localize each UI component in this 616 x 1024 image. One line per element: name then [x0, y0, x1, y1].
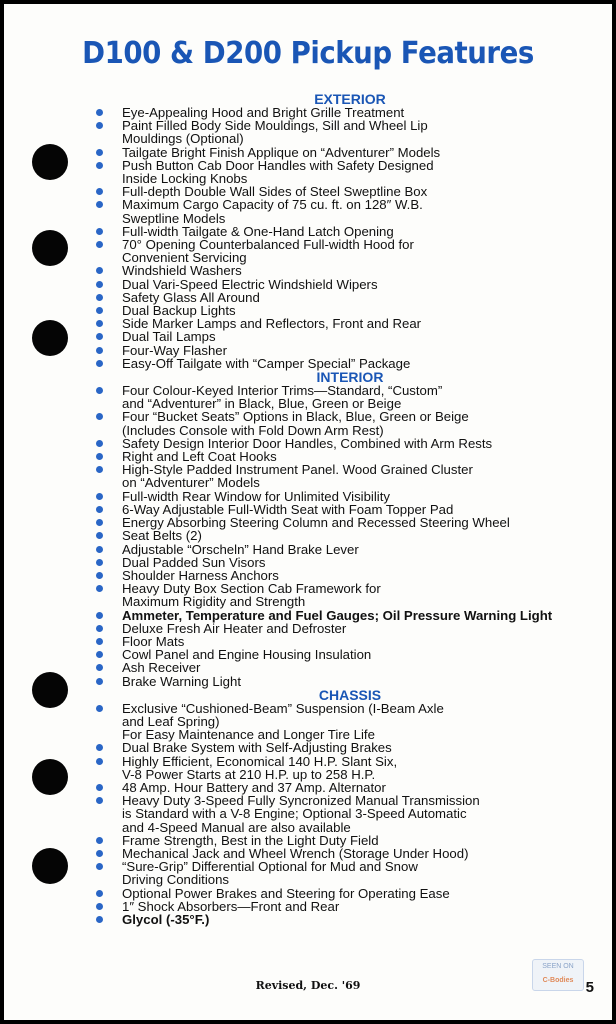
page-number: 5: [585, 979, 594, 996]
bullet-icon: [96, 585, 103, 592]
feature-text: Deluxe Fresh Air Heater and Defroster: [122, 620, 347, 636]
feature-text: Full-width Rear Window for Unlimited Visibility: [122, 488, 390, 504]
feature-text: Highly Efficient, Economical 140 H.P. Slant Six,: [122, 753, 398, 769]
list-item: [96, 330, 576, 343]
binder-hole: [32, 848, 68, 884]
list-item: [96, 582, 576, 608]
feature-text: Dual Brake System with Self-Adjusting Brakes: [122, 740, 392, 756]
bullet-icon: [96, 506, 103, 513]
feature-text: Paint Filled Body Side Mouldings, Sill and Wheel Lip: [122, 118, 428, 134]
feature-text: Mechanical Jack and Wheel Wrench (Storage Under Hood): [122, 845, 469, 861]
feature-text: Floor Mats: [122, 633, 185, 649]
list-item: [96, 834, 576, 847]
list-item: [96, 661, 576, 674]
list-item: [96, 384, 576, 410]
feature-text: Ash Receiver: [122, 660, 201, 676]
feature-text: Glycol (-35°F.): [122, 911, 210, 927]
feature-text: Driving Conditions: [122, 872, 230, 888]
feature-text: Maximum Rigidity and Strength: [122, 594, 306, 610]
bullet-icon: [96, 333, 103, 340]
bullet-icon: [96, 837, 103, 844]
bullet-icon: [96, 784, 103, 791]
feature-text: “Sure-Grip” Differential Optional for Mud and Snow: [122, 859, 418, 875]
feature-text: Dual Tail Lamps: [122, 329, 216, 345]
feature-text: V-8 Power Starts at 210 H.P. up to 258 H.P.: [122, 766, 376, 782]
list-item: [96, 887, 576, 900]
watermark-logo: SEEN ON C-Bodies: [532, 959, 584, 991]
feature-text: Safety Glass All Around: [122, 289, 260, 305]
feature-text: Adjustable “Orscheln” Hand Brake Lever: [122, 541, 359, 557]
list-item: [96, 278, 576, 291]
revision-note: Revised, Dec. '69: [255, 979, 361, 992]
document-page: [4, 4, 612, 1020]
bullet-icon: [96, 162, 103, 169]
bullet-icon: [96, 188, 103, 195]
bullet-icon: [96, 281, 103, 288]
feature-text: Four-Way Flasher: [122, 342, 228, 358]
list-item: [96, 344, 576, 357]
feature-text: Inside Locking Knobs: [122, 171, 248, 187]
feature-text: Energy Absorbing Steering Column and Recessed Steering Wheel: [122, 515, 510, 531]
feature-text: Tailgate Bright Finish Applique on “Adventurer” Models: [122, 144, 441, 160]
list-item: [96, 238, 576, 264]
feature-text: Four “Bucket Seats” Options in Black, Blue, Green or Beige: [122, 409, 469, 425]
feature-text: (Includes Console with Fold Down Arm Rest): [122, 422, 384, 438]
feature-text: Mouldings (Optional): [122, 131, 244, 147]
list-item: [96, 794, 576, 834]
feature-text: is Standard with a V-8 Engine; Optional 3-Speed Automatic: [122, 806, 467, 822]
feature-text: and 4-Speed Manual are also available: [122, 819, 351, 835]
bullet-icon: [96, 201, 103, 208]
feature-text: Sweptline Models: [122, 210, 226, 226]
bullet-icon: [96, 625, 103, 632]
feature-text: Side Marker Lamps and Reflectors, Front and Rear: [122, 316, 422, 332]
feature-text: Push Button Cab Door Handles with Safety Designed: [122, 157, 434, 173]
list-item: [96, 702, 576, 742]
feature-text: Full-depth Double Wall Sides of Steel Sweptline Box: [122, 184, 428, 200]
feature-text: Shoulder Harness Anchors: [122, 567, 279, 583]
bullet-icon: [96, 347, 103, 354]
bullet-icon: [96, 519, 103, 526]
feature-text: and Leaf Spring): [122, 713, 220, 729]
bullet-icon: [96, 705, 103, 712]
feature-text: Heavy Duty Box Section Cab Framework for: [122, 581, 381, 597]
list-item: [96, 755, 576, 781]
bullet-icon: [96, 546, 103, 553]
list-item: [96, 556, 576, 569]
binder-hole: [32, 144, 68, 180]
list-item: [96, 159, 576, 185]
feature-list-exterior: [96, 106, 576, 370]
bullet-icon: [96, 453, 103, 460]
bullet-icon: [96, 916, 103, 923]
bullet-icon: [96, 466, 103, 473]
bullet-icon: [96, 228, 103, 235]
feature-text: Safety Design Interior Door Handles, Combined with Arm Rests: [122, 435, 493, 451]
list-item: [96, 264, 576, 277]
bullet-icon: [96, 440, 103, 447]
feature-list-chassis: [96, 702, 576, 926]
feature-text: High-Style Padded Instrument Panel. Wood Grained Cluster: [122, 462, 473, 478]
bullet-icon: [96, 559, 103, 566]
bullet-icon: [96, 863, 103, 870]
list-item: [96, 675, 576, 688]
list-item: [96, 543, 576, 556]
bullet-icon: [96, 109, 103, 116]
feature-text: Dual Vari-Speed Electric Windshield Wipers: [122, 276, 378, 292]
feature-text: Full-width Tailgate & One-Hand Latch Opening: [122, 223, 394, 239]
bullet-icon: [96, 797, 103, 804]
feature-text: Seat Belts (2): [122, 528, 202, 544]
bullet-icon: [96, 267, 103, 274]
page-title: D100 & D200 Pickup Features: [82, 36, 534, 71]
binder-hole: [32, 230, 68, 266]
bullet-icon: [96, 320, 103, 327]
list-item: [96, 198, 576, 224]
list-item: [96, 741, 576, 754]
bullet-icon: [96, 678, 103, 685]
feature-text: on “Adventurer” Models: [122, 475, 260, 491]
bullet-icon: [96, 307, 103, 314]
list-item: [96, 900, 576, 913]
feature-text: For Easy Maintenance and Longer Tire Life: [122, 727, 375, 743]
bullet-icon: [96, 294, 103, 301]
bullet-icon: [96, 903, 103, 910]
feature-text: Dual Padded Sun Visors: [122, 554, 266, 570]
feature-text: 6-Way Adjustable Full-Width Seat with Foam Topper Pad: [122, 501, 454, 517]
feature-text: 48 Amp. Hour Battery and 37 Amp. Alternator: [122, 779, 386, 795]
list-item: [96, 860, 576, 886]
binder-hole: [32, 759, 68, 795]
binder-hole: [32, 672, 68, 708]
list-item: [96, 357, 576, 370]
section-heading-interior: INTERIOR: [316, 369, 384, 386]
feature-text: and “Adventurer” in Black, Blue, Green or Beige: [122, 396, 402, 412]
bullet-icon: [96, 241, 103, 248]
feature-text: 1″ Shock Absorbers—Front and Rear: [122, 898, 340, 914]
binder-hole: [32, 320, 68, 356]
feature-text: Optional Power Brakes and Steering for Operating Ease: [122, 885, 450, 901]
feature-text: Maximum Cargo Capacity of 75 cu. ft. on 128″ W.B.: [122, 197, 423, 213]
bullet-icon: [96, 532, 103, 539]
bullet-icon: [96, 744, 103, 751]
bullet-icon: [96, 572, 103, 579]
bullet-icon: [96, 149, 103, 156]
feature-text: Brake Warning Light: [122, 673, 241, 689]
feature-text: Frame Strength, Best in the Light Duty Field: [122, 832, 379, 848]
feature-text: Cowl Panel and Engine Housing Insulation: [122, 647, 372, 663]
bullet-icon: [96, 612, 103, 619]
list-item: [96, 622, 576, 635]
bullet-icon: [96, 664, 103, 671]
feature-text: Four Colour-Keyed Interior Trims—Standard, “Custom”: [122, 383, 443, 399]
feature-text: Heavy Duty 3-Speed Fully Syncronized Manual Transmission: [122, 793, 480, 809]
list-item: [96, 146, 576, 159]
bullet-icon: [96, 360, 103, 367]
list-item: [96, 119, 576, 145]
bullet-icon: [96, 638, 103, 645]
feature-text: Dual Backup Lights: [122, 303, 236, 319]
bullet-icon: [96, 413, 103, 420]
feature-text: Ammeter, Temperature and Fuel Gauges; Oil Pressure Warning Light: [122, 607, 553, 623]
list-item: [96, 529, 576, 542]
feature-text: Easy-Off Tailgate with “Camper Special” Package: [122, 355, 411, 371]
feature-text: Convenient Servicing: [122, 250, 247, 266]
list-item: [96, 913, 576, 926]
bullet-icon: [96, 758, 103, 765]
feature-list: [96, 92, 576, 926]
section-heading-chassis: CHASSIS: [318, 686, 382, 703]
feature-text: 70° Opening Counterbalanced Full-width Hood for: [122, 237, 414, 253]
feature-text: Eye-Appealing Hood and Bright Grille Treatment: [122, 105, 405, 120]
section-heading-exterior: EXTERIOR: [314, 91, 386, 107]
list-item: [96, 410, 576, 436]
bullet-icon: [96, 122, 103, 129]
bullet-icon: [96, 493, 103, 500]
feature-text: Exclusive “Cushioned-Beam” Suspension (I-Beam Axle: [122, 700, 444, 716]
feature-text: Windshield Washers: [122, 263, 242, 279]
list-item: [96, 463, 576, 489]
list-item: [96, 609, 576, 622]
bullet-icon: [96, 651, 103, 658]
bullet-icon: [96, 387, 103, 394]
feature-list-interior: [96, 384, 576, 688]
bullet-icon: [96, 890, 103, 897]
list-item: [96, 490, 576, 503]
feature-text: Right and Left Coat Hooks: [122, 449, 277, 465]
bullet-icon: [96, 850, 103, 857]
